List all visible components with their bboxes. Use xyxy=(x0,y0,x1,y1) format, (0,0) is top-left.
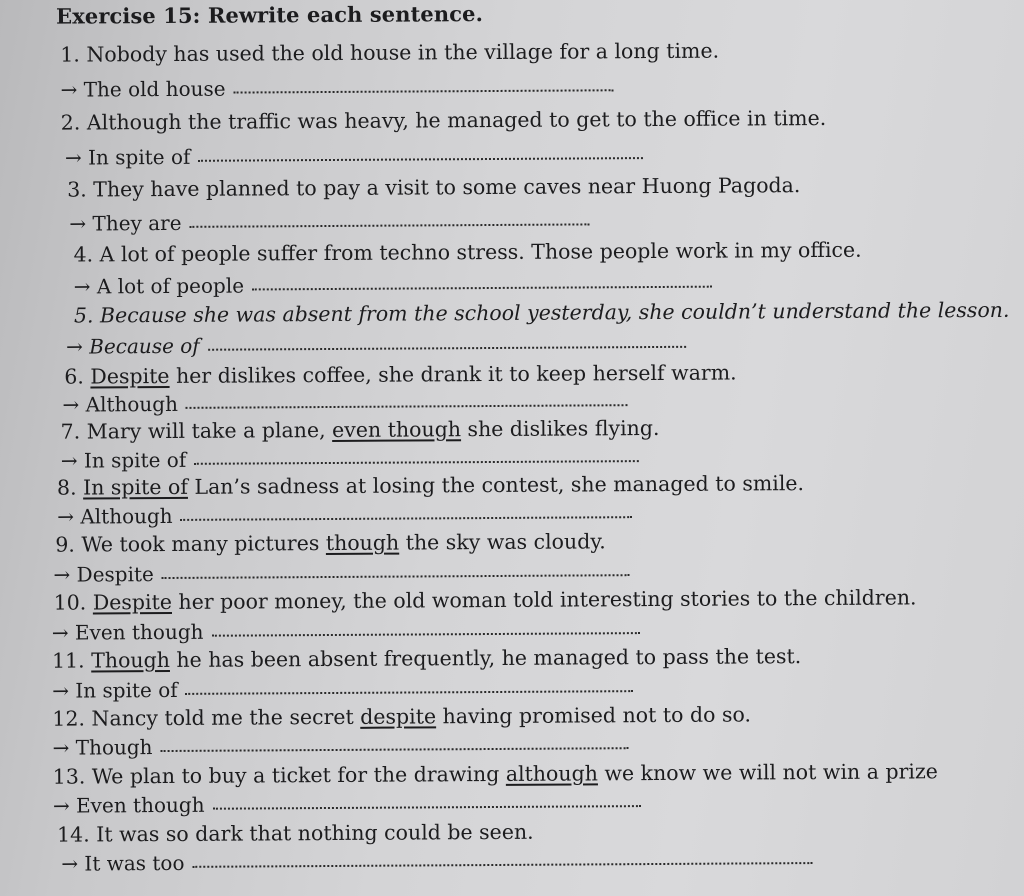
question-2 xyxy=(61,105,827,136)
answer-1 xyxy=(60,73,613,102)
answer-prompt: → Even though xyxy=(52,792,205,818)
answer-prompt: → They are xyxy=(69,210,182,236)
question-11: 11. Though he has been absent frequently, he managed to pass the test. xyxy=(51,644,802,673)
answer-prompt: → It was too xyxy=(61,850,185,876)
question-8: 8. In spite of Lan’s sadness at losing the contest, she managed to smile. xyxy=(56,471,805,500)
answer-12 xyxy=(52,731,628,761)
underlined-word: despite xyxy=(360,704,437,729)
question-4 xyxy=(73,237,861,268)
question-text: 5. Because she was absent from the school yesterday, she couldn’t understand the lesson. xyxy=(73,297,1010,328)
underlined-word: even though xyxy=(332,417,462,442)
underlined-word: Despite xyxy=(92,589,173,615)
answer-2 xyxy=(65,141,644,171)
answer-prompt: → In spite of xyxy=(64,144,191,170)
underlined-word: though xyxy=(325,530,400,556)
question-text: 3. They have planned to pay a visit to some caves near Huong Pagoda. xyxy=(67,173,801,202)
question-13: 13. We plan to buy a ticket for the drawing although we know we will not win a prize xyxy=(52,759,938,789)
answer-prompt: → The old house xyxy=(60,76,226,102)
answer-14 xyxy=(61,846,812,877)
exercise-title: Exercise 15: Rewrite each sentence. xyxy=(56,1,484,29)
question-3 xyxy=(67,172,800,202)
answer-blank[interactable] xyxy=(208,345,686,351)
answer-6 xyxy=(62,388,628,417)
question-10: 10. Despite her poor money, the old woman told interesting stories to the children. xyxy=(53,585,917,615)
answer-3 xyxy=(69,207,589,236)
answer-7 xyxy=(61,444,640,474)
answer-blank[interactable] xyxy=(186,689,634,695)
question-7: 7. Mary will take a plane, even though she dislikes flying. xyxy=(60,415,660,444)
question-5 xyxy=(74,297,1010,329)
question-text: 14. It was so dark that nothing could be seen. xyxy=(57,819,534,847)
answer-prompt: → Although xyxy=(57,503,173,529)
answer-blank[interactable] xyxy=(161,746,629,752)
answer-blank[interactable] xyxy=(212,631,640,637)
answer-blank[interactable] xyxy=(252,285,712,291)
answer-4 xyxy=(74,270,712,300)
answer-blank[interactable] xyxy=(192,861,812,868)
answer-blank[interactable] xyxy=(190,222,590,227)
underlined-word: Though xyxy=(91,647,170,673)
answer-blank[interactable] xyxy=(162,573,630,579)
answer-5 xyxy=(66,330,686,360)
answer-11 xyxy=(52,674,634,704)
underlined-word: although xyxy=(505,761,598,786)
underlined-word: Despite xyxy=(90,363,170,389)
question-text: 2. Although the traffic was heavy, he managed to get to the office in time. xyxy=(60,105,827,135)
answer-prompt: → Though xyxy=(52,735,153,760)
answer-8 xyxy=(57,500,633,530)
question-14 xyxy=(57,819,534,848)
question-12: 12. Nancy told me the secret despite having promised not to do so. xyxy=(52,702,751,731)
answer-prompt: → Even though xyxy=(51,619,204,645)
answer-blank[interactable] xyxy=(194,459,639,465)
answer-9 xyxy=(53,558,629,588)
answer-13 xyxy=(53,789,641,819)
question-text: 4. A lot of people suffer from techno stress. Those people work in my office. xyxy=(73,237,862,267)
underlined-word: In spite of xyxy=(82,474,188,500)
question-9: 9. We took many pictures though the sky was cloudy. xyxy=(55,529,606,557)
answer-prompt: → Although xyxy=(62,391,179,417)
question-1 xyxy=(60,38,719,68)
question-text: 1. Nobody has used the old house in the village for a long time. xyxy=(60,38,720,67)
answer-blank[interactable] xyxy=(213,804,641,810)
answer-10 xyxy=(52,616,640,646)
answer-blank[interactable] xyxy=(181,515,633,521)
answer-prompt: → In spite of xyxy=(52,677,178,703)
answer-blank[interactable] xyxy=(186,403,628,409)
answer-blank[interactable] xyxy=(234,88,614,93)
answer-prompt: → A lot of people xyxy=(73,273,245,299)
answer-prompt: → Because of xyxy=(66,333,200,359)
answer-prompt: → In spite of xyxy=(60,447,187,473)
answer-blank[interactable] xyxy=(198,156,643,162)
answer-prompt: → Despite xyxy=(53,562,154,587)
question-6: 6. Despite her dislikes coffee, she drank it to keep herself warm. xyxy=(64,360,737,389)
